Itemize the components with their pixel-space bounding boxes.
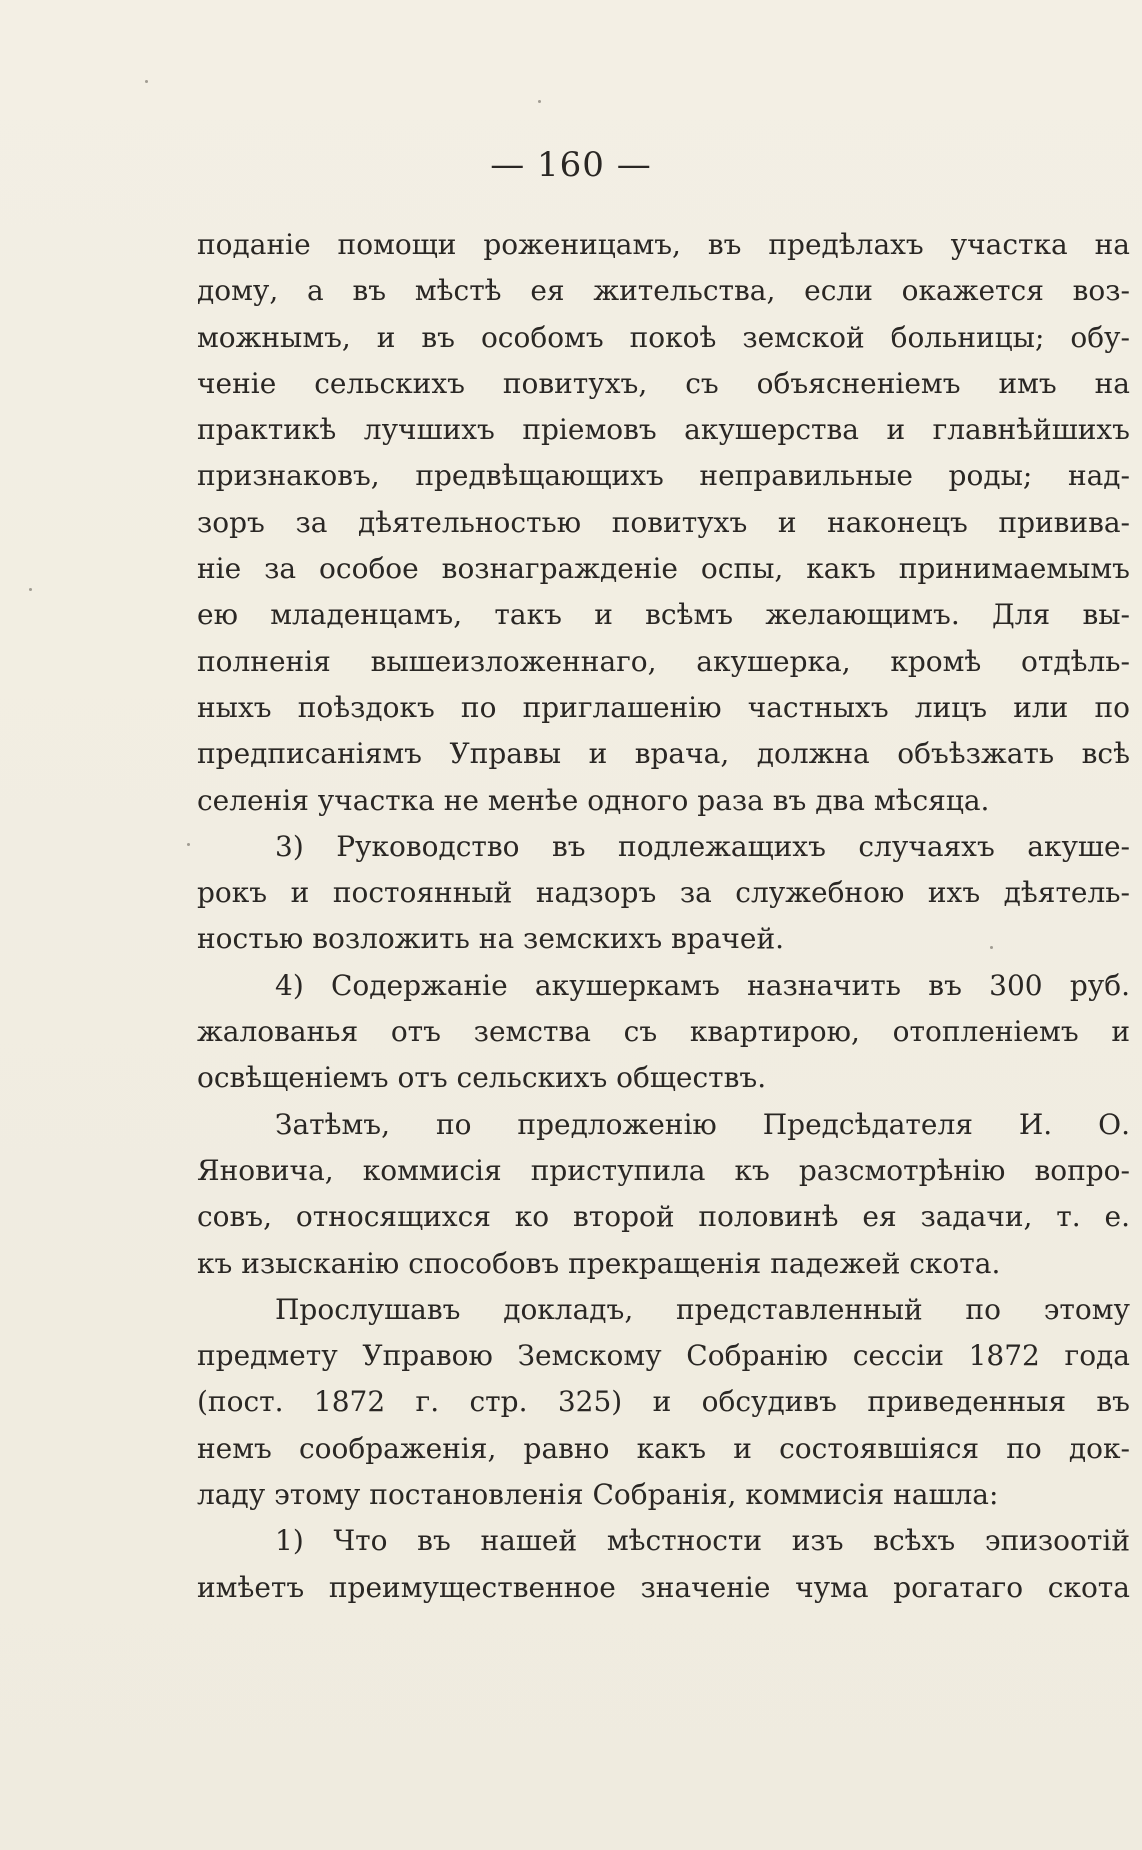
print-speck <box>990 946 993 949</box>
text-line: дому, а въ мѣстѣ ея жительства, если окажется воз- <box>197 274 1130 308</box>
text-line: ныхъ поѣздокъ по приглашенію частныхъ лицъ или по <box>197 690 1130 724</box>
text-line: зоръ за дѣятельностью повитухъ и наконецъ привива- <box>197 505 1130 539</box>
text-line: Яновича, коммисія приступила къ разсмотрѣнію вопро- <box>197 1153 1130 1187</box>
text-line: (пост. 1872 г. стр. 325) и обсудивъ приведенныя въ <box>197 1385 1130 1419</box>
text-line: жалованья отъ земства съ квартирою, отопленіемъ и <box>197 1015 1130 1049</box>
text-line: совъ, относящихся ко второй половинѣ ея задачи, т. е. <box>197 1200 1130 1234</box>
text-line: можнымъ, и въ особомъ покоѣ земской больницы; обу- <box>197 320 1130 354</box>
body-text <box>197 222 1130 1611</box>
paragraph-first-line: 3) Руководство въ подлежащихъ случаяхъ акуше- <box>275 829 1130 863</box>
paragraph-end-line: селенія участка не менѣе одного раза въ два мѣсяца. <box>197 783 990 817</box>
text-line: поданіе помощи роженицамъ, въ предѣлахъ участка на <box>197 228 1130 261</box>
paragraph-first-line: Затѣмъ, по предложенію Предсѣдателя И. О. <box>275 1107 1130 1141</box>
paragraph-first-line: 4) Содержаніе акушеркамъ назначить въ 300 руб. <box>275 968 1130 1002</box>
paragraph-first-line: Прослушавъ докладъ, представленный по этому <box>275 1292 1130 1326</box>
paragraph-end-line: ладу этому постановленія Собранія, коммисія нашла: <box>197 1478 999 1512</box>
text-line: ею младенцамъ, такъ и всѣмъ желающимъ. Для вы- <box>197 598 1130 632</box>
text-line: предмету Управою Земскому Собранію сессіи 1872 года <box>197 1339 1130 1373</box>
paragraph-end-line: освѣщеніемъ отъ сельскихъ обществъ. <box>197 1061 767 1095</box>
page-number: — 160 — <box>490 145 652 185</box>
print-speck <box>538 100 541 103</box>
text-line: немъ соображенія, равно какъ и состоявшіяся по док- <box>197 1431 1130 1465</box>
text-line: практикѣ лучшихъ пріемовъ акушерства и главнѣйшихъ <box>197 413 1130 447</box>
print-speck <box>187 843 190 846</box>
text-line: ніе за особое вознагражденіе оспы, какъ принимаемымъ <box>197 552 1130 586</box>
print-speck <box>145 80 148 83</box>
text-line: ченіе сельскихъ повитухъ, съ объясненіемъ имъ на <box>197 366 1130 400</box>
text-line: полненія вышеизложеннаго, акушерка, кромѣ отдѣль- <box>197 644 1130 678</box>
paragraph-end-line: къ изысканію способовъ прекращенія падежей скота. <box>197 1246 1001 1280</box>
paragraph-first-line: 1) Что въ нашей мѣстности изъ всѣхъ эпизоотій <box>275 1524 1130 1558</box>
text-line: имѣетъ преимущественное значеніе чума рогатаго скота <box>197 1570 1130 1604</box>
text-line: рокъ и постоянный надзоръ за служебною ихъ дѣятель- <box>197 876 1130 910</box>
paragraph-end-line: ностью возложить на земскихъ врачей. <box>197 922 785 956</box>
print-speck <box>29 588 32 591</box>
text-line: признаковъ, предвѣщающихъ неправильные роды; над- <box>197 459 1130 493</box>
text-line: предписаніямъ Управы и врача, должна объѣзжать всѣ <box>197 737 1130 771</box>
